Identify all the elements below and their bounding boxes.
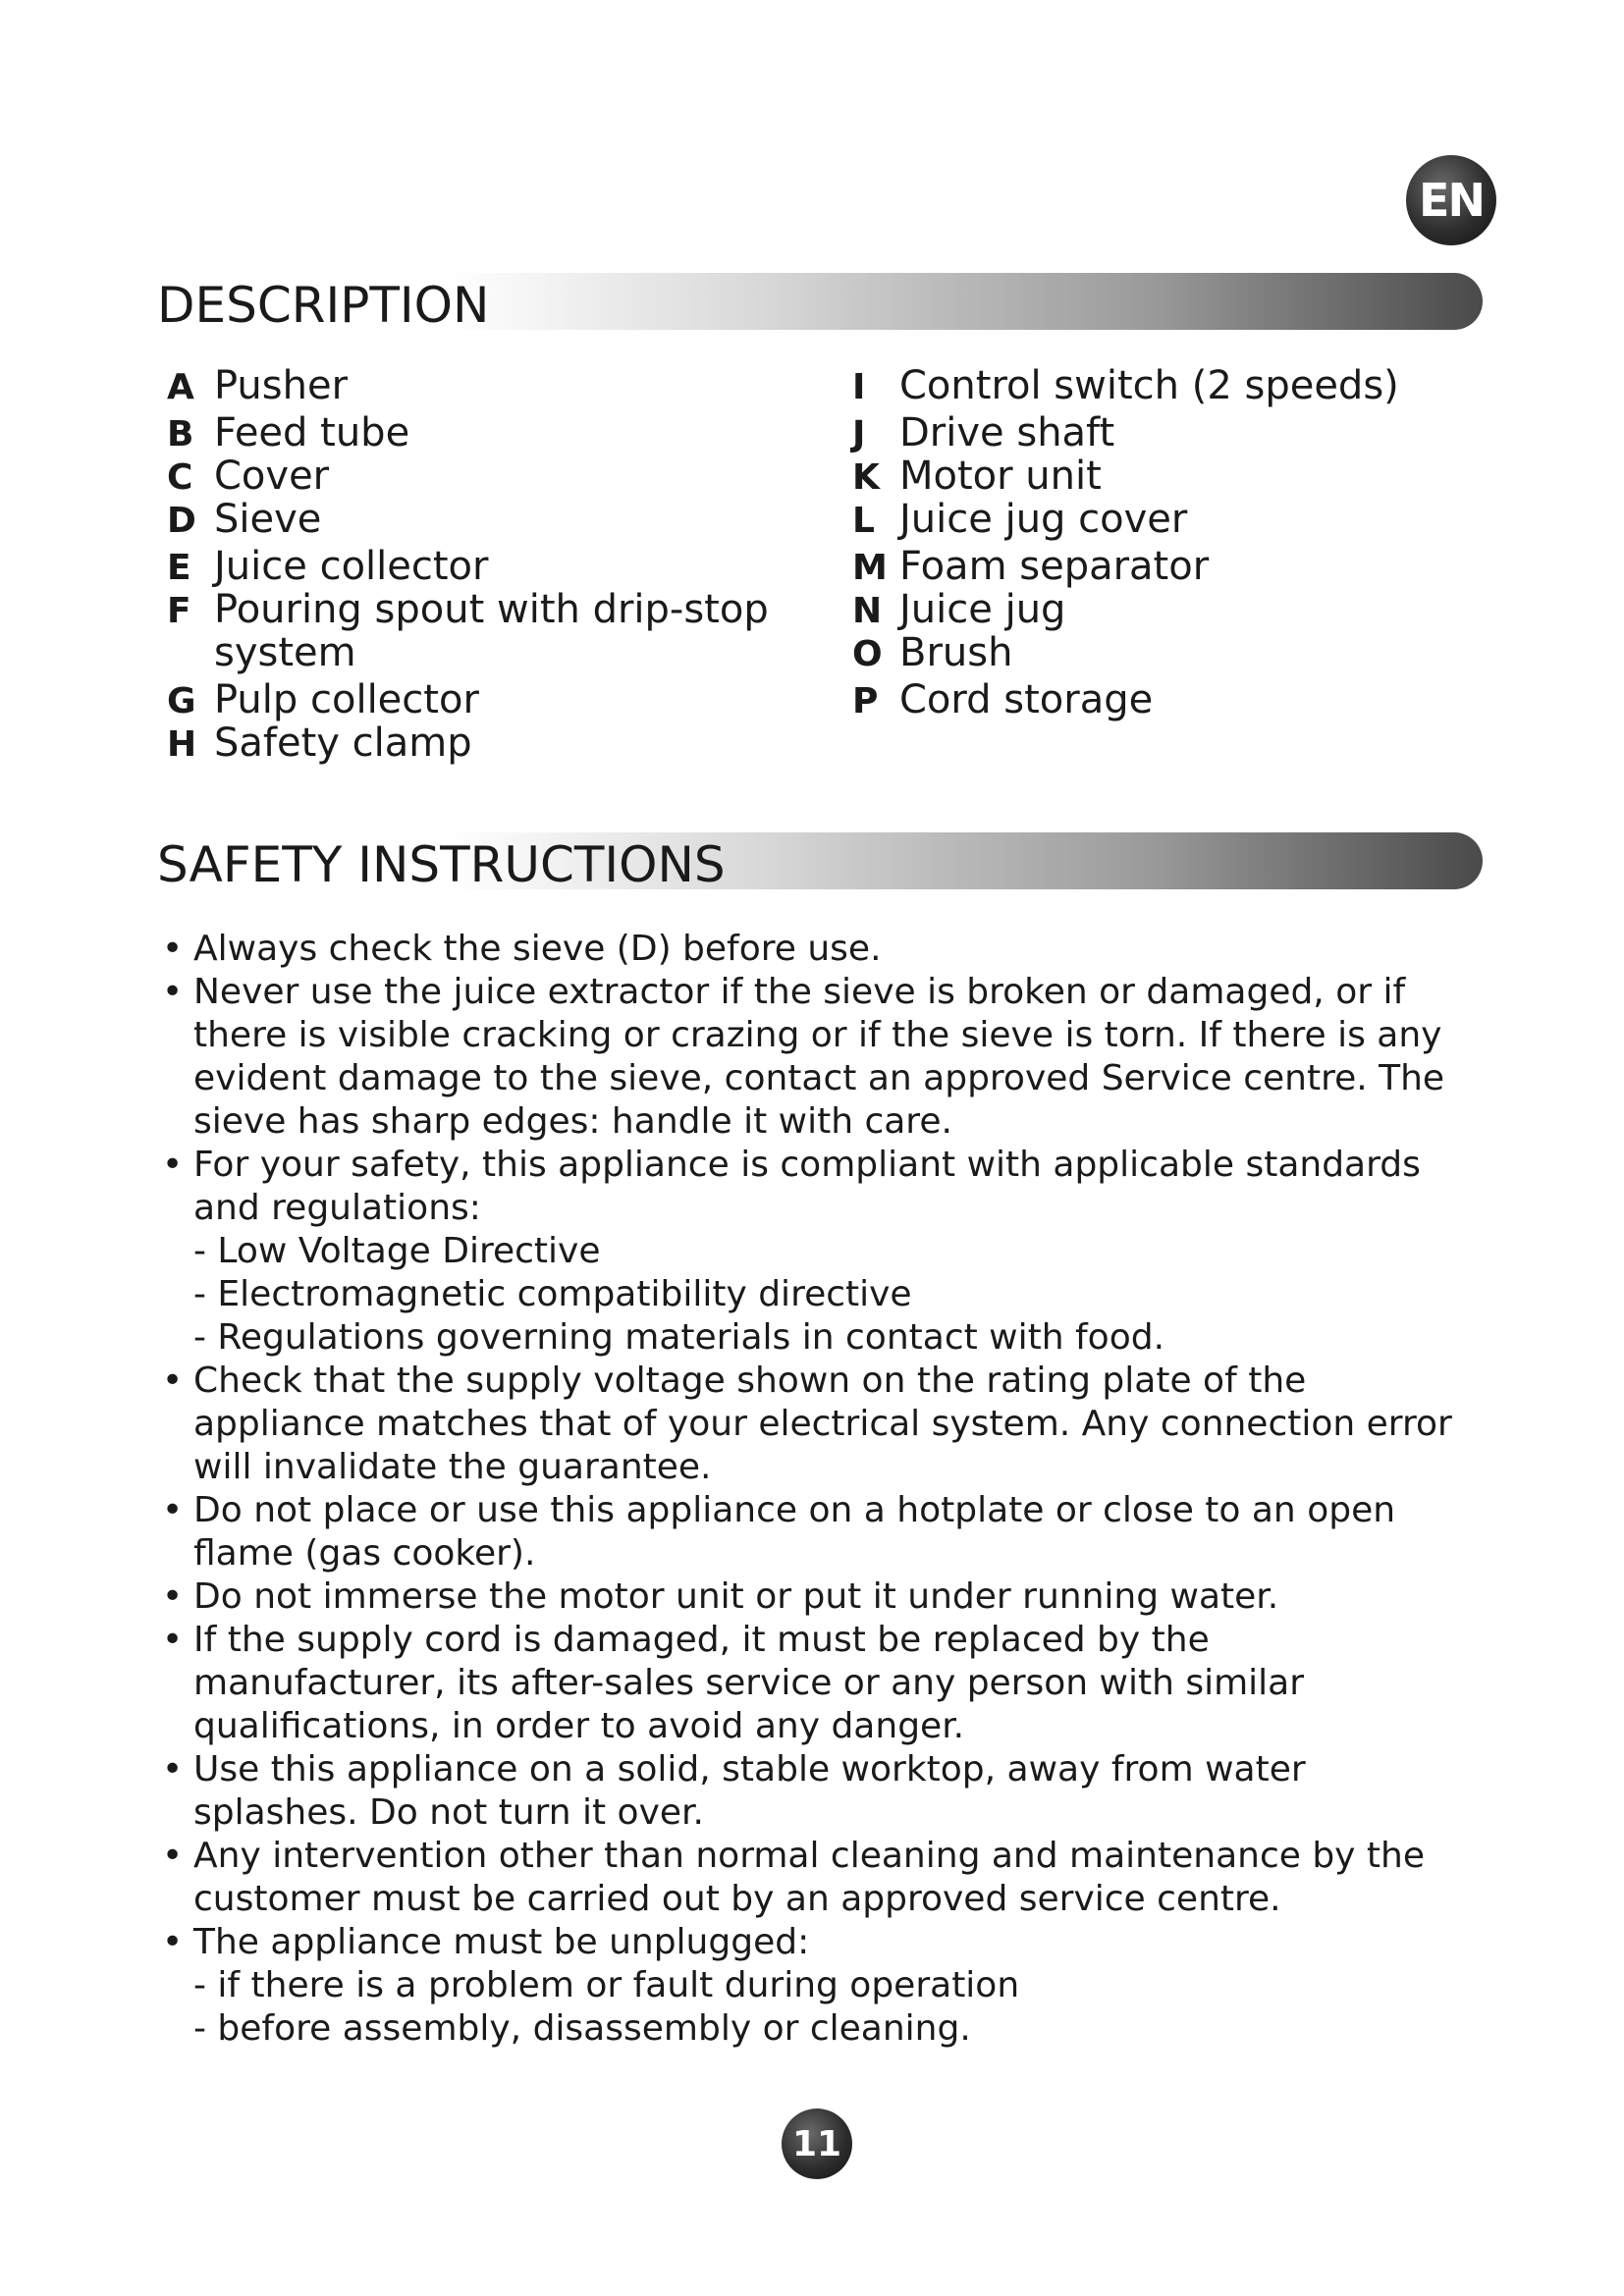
list-item: C Cover xyxy=(167,454,330,499)
list-item: J Drive shaft xyxy=(852,410,1115,455)
safety-subitem: - Low Voltage Directive xyxy=(193,1231,601,1271)
safety-subitem: - if there is a problem or fault during operation xyxy=(193,1965,1020,2005)
safety-item: • For your safety, this appliance is compliant with applicable standards and regulations: xyxy=(162,1144,1468,1230)
description-title: DESCRIPTION xyxy=(157,277,490,334)
safety-subitem: - before assembly, disassembly or cleaning. xyxy=(193,2008,971,2049)
safety-item: • Always check the sieve (D) before use. xyxy=(162,928,1468,971)
safety-item: • Do not immerse the motor unit or put it under running water. xyxy=(162,1575,1468,1619)
language-badge: EN xyxy=(1406,155,1496,245)
safety-item: • Never use the juice extractor if the sieve is broken or damaged, or if there is visible cracking or crazing or if the sieve is torn. If there is any evident damage to the sieve, contact an approved Service centre. The sieve has sharp edges: handle it with care. xyxy=(162,971,1468,1144)
list-item: I Control switch (2 speeds) xyxy=(852,363,1399,408)
list-item: A Pusher xyxy=(167,363,349,408)
description-header-bar xyxy=(157,273,1483,334)
list-item: K Motor unit xyxy=(852,454,1102,499)
list-item: E Juice collector xyxy=(167,544,489,589)
safety-header-bar xyxy=(157,832,1483,893)
safety-title: SAFETY INSTRUCTIONS xyxy=(157,836,726,893)
list-item: N Juice jug xyxy=(852,587,1066,632)
list-item: M Foam separator xyxy=(852,544,1210,589)
safety-item: • Check that the supply voltage shown on the rating plate of the appliance matches that of your electrical system. Any connection error will invalidate the guarantee. xyxy=(162,1360,1468,1489)
list-item: F Pouring spout with drip-stop xyxy=(167,587,769,632)
safety-subitem: - Regulations governing materials in contact with food. xyxy=(193,1317,1165,1358)
safety-item: • Any intervention other than normal cleaning and maintenance by the customer must be carried out by an approved service centre. xyxy=(162,1835,1468,1921)
page-number: 11 xyxy=(782,2109,852,2179)
list-item: P Cord storage xyxy=(852,677,1154,722)
list-item-continuation: system xyxy=(214,630,356,675)
list-item: O Brush xyxy=(852,630,1013,675)
list-item: G Pulp collector xyxy=(167,677,479,722)
safety-item: • Do not place or use this appliance on a hotplate or close to an open flame (gas cooker). xyxy=(162,1489,1468,1575)
safety-item: • If the supply cord is damaged, it must be replaced by the manufacturer, its after-sales service or any person with similar qualifications, in order to avoid any danger. xyxy=(162,1619,1468,1748)
safety-item: • Use this appliance on a solid, stable worktop, away from water splashes. Do not turn it over. xyxy=(162,1748,1468,1835)
safety-list xyxy=(162,928,1468,2051)
list-item: L Juice jug cover xyxy=(852,497,1188,542)
list-item: D Sieve xyxy=(167,497,322,542)
list-item: B Feed tube xyxy=(167,410,410,455)
safety-subitem: - Electromagnetic compatibility directive xyxy=(193,1274,912,1314)
list-item: H Safety clamp xyxy=(167,721,472,766)
safety-item: • The appliance must be unplugged: xyxy=(162,1921,1468,1964)
